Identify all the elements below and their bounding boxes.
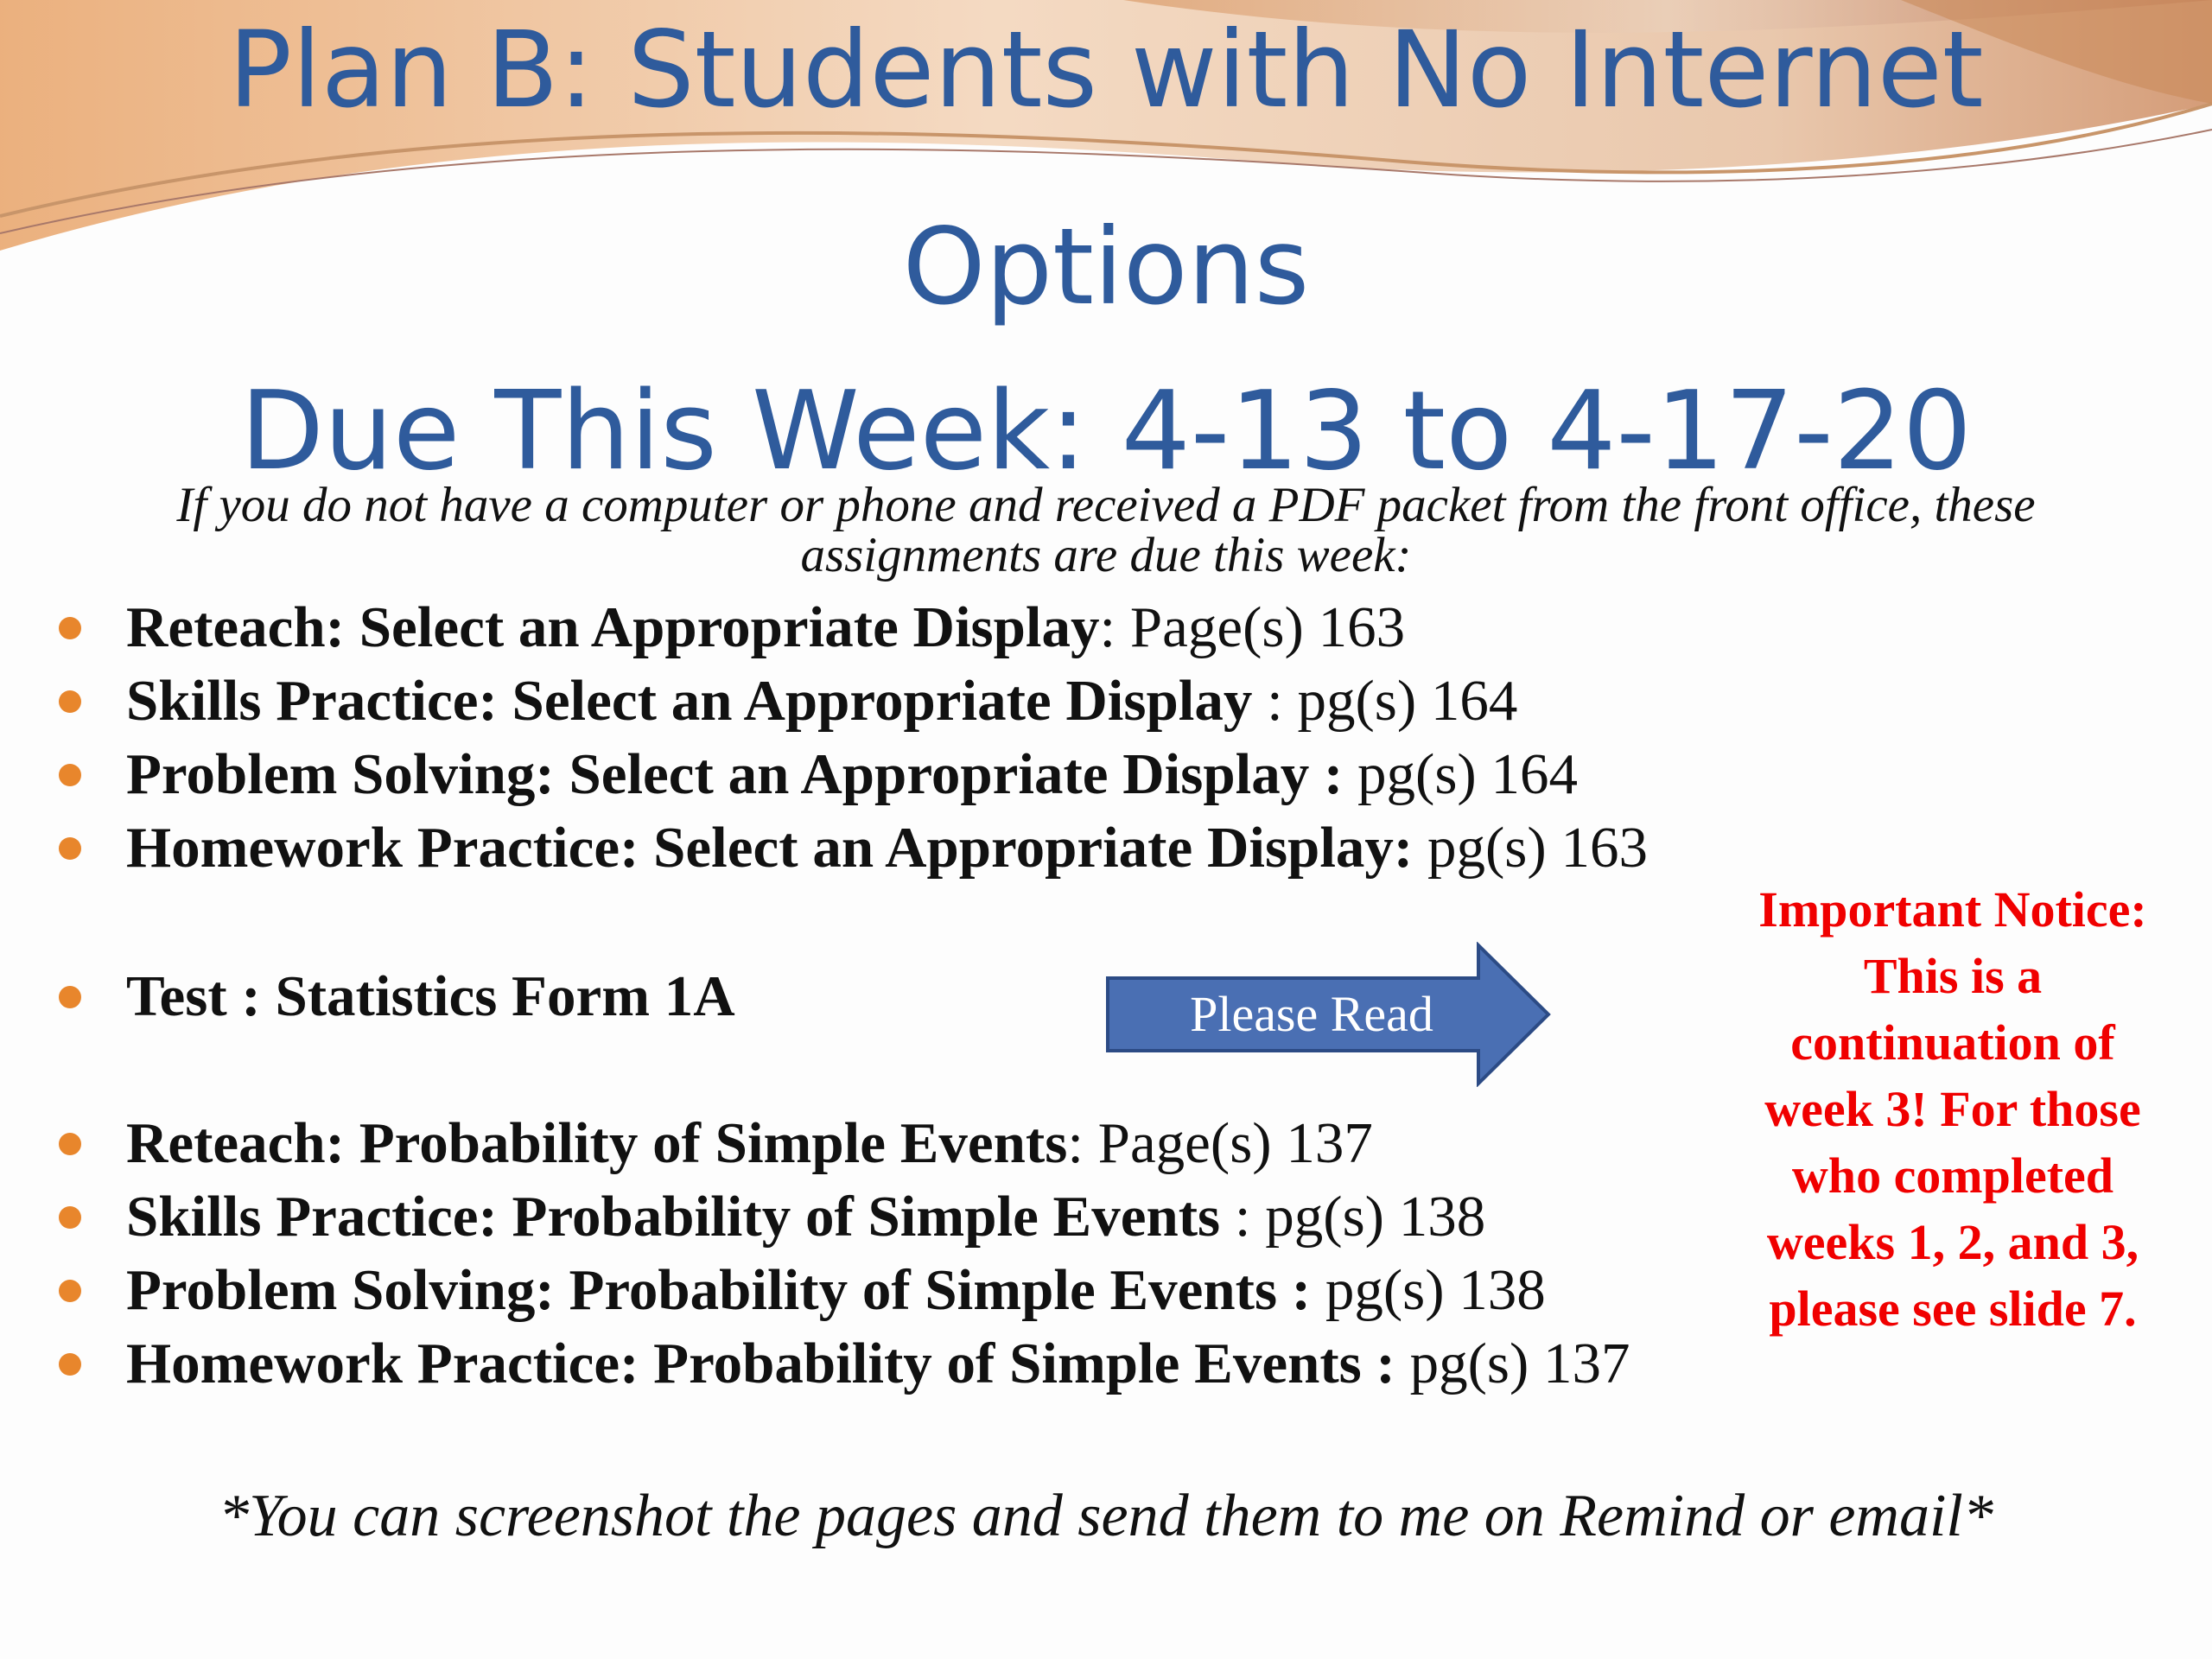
dot-bullet-icon [59,690,81,713]
notice-line: Important Notice: [1758,881,2147,938]
assignment-pages: pg(s) 163 [1413,816,1648,880]
slide-title-line-2: Options [902,205,1310,328]
test-title: Test : Statistics Form 1A [126,964,735,1028]
assignment-pages: : pg(s) 138 [1220,1185,1486,1249]
assignment-item [59,666,1873,735]
assignment-item [59,813,1873,882]
notice-line: This is a [1863,948,2043,1004]
assignment-title: Reteach: Probability of Simple Events [126,1111,1068,1175]
assignment-pages: pg(s) 164 [1343,742,1578,806]
intro-line-2: assignments are due this week: [800,528,1412,582]
please-read-label: Please Read [1190,986,1433,1042]
assignment-title: Problem Solving: Probability of Simple Events : [126,1258,1312,1322]
assignment-pages: pg(s) 138 [1311,1258,1546,1322]
assignment-item [59,1329,1873,1398]
assignment-item [59,1182,1873,1251]
test-item [59,962,1873,1031]
assignment-title: Homework Practice: Probability of Simple Events : [126,1332,1395,1395]
assignment-item [59,1109,1873,1178]
dot-bullet-icon [59,617,81,639]
notice-line: who completed [1791,1147,2114,1204]
assignment-title: Problem Solving: Select an Appropriate Display : [126,742,1344,806]
assignment-item [59,740,1873,809]
dot-bullet-icon [59,1353,81,1376]
notice-line: please see slide 7. [1769,1281,2137,1337]
dot-bullet-icon [59,1206,81,1229]
notice-line: week 3! For those [1764,1081,2141,1137]
assignment-title: Homework Practice: Select an Appropriate Display: [126,816,1414,880]
notice-line: continuation of [1790,1014,2115,1071]
dot-bullet-icon [59,1133,81,1155]
intro-text [52,480,2160,581]
slide-title-due-dates: Due This Week: 4-13 to 4-17-20 [239,367,1972,495]
assignment-pages: : Page(s) 137 [1067,1111,1373,1175]
dot-bullet-icon [59,986,81,1008]
footer-note: *You can screenshot the pages and send them to me on Remind or email* [219,1483,1993,1549]
dot-bullet-icon [59,1280,81,1302]
slide-title-line-1: Plan B: Students with No Internet [228,8,1984,131]
assignment-title: Skills Practice: Select an Appropriate Display [126,669,1253,733]
assignment-title: Skills Practice: Probability of Simple Events [126,1185,1221,1249]
dot-bullet-icon [59,837,81,860]
dot-bullet-icon [59,764,81,786]
intro-line-1: If you do not have a computer or phone and received a PDF packet from the front office, these [176,478,2036,532]
assignment-title: Reteach: Select an Appropriate Display [126,595,1100,659]
notice-line: weeks 1, 2, and 3, [1766,1214,2139,1270]
assignment-item [59,593,1873,662]
assignment-pages: : pg(s) 164 [1252,669,1518,733]
assignment-pages: : Page(s) 163 [1099,595,1406,659]
assignment-pages: pg(s) 137 [1395,1332,1630,1395]
assignment-item [59,1255,1873,1325]
important-notice [1711,876,2195,1342]
